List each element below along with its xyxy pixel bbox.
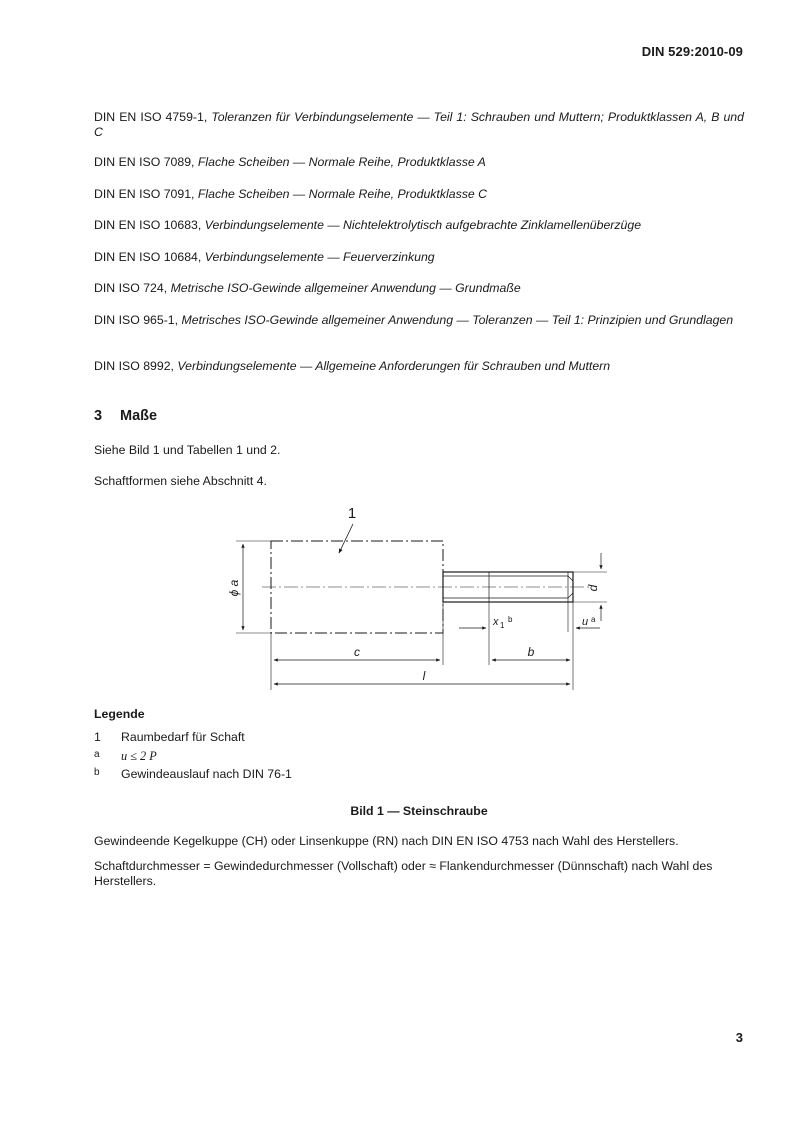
legend-key: b <box>94 767 100 778</box>
document-id: DIN 529:2010-09 <box>641 44 743 59</box>
legend-key: a <box>94 749 100 760</box>
reference-number: DIN ISO 965-1, <box>94 313 179 327</box>
legend-item <box>94 730 245 745</box>
dim-d-label: d <box>586 584 600 592</box>
thread-body <box>443 572 573 602</box>
reference-number: DIN EN ISO 10684, <box>94 250 202 264</box>
reference-entry <box>94 250 744 265</box>
reference-entry <box>94 187 744 202</box>
dim-c-label: c <box>354 645 360 659</box>
legend-title: Legende <box>94 707 145 721</box>
page-number: 3 <box>735 1030 743 1045</box>
reference-title: Toleranzen für Verbindungselemente — Teil 1: Schrauben und Muttern; Produktklassen A, B und C <box>94 110 744 139</box>
reference-entry <box>94 110 744 140</box>
paragraph: Schaftformen siehe Abschnitt 4. <box>94 474 267 488</box>
reference-number: DIN EN ISO 10683, <box>94 218 202 232</box>
dim-x1-label: x <box>493 616 499 628</box>
legend-key: 1 <box>94 730 101 744</box>
legend-item <box>94 765 292 782</box>
reference-number: DIN EN ISO 7089, <box>94 155 195 169</box>
reference-title: Metrische ISO-Gewinde allgemeiner Anwendung — Grundmaße <box>170 281 521 295</box>
reference-entry <box>94 281 744 296</box>
shaft-space-outline <box>271 541 443 633</box>
callout-label: 1 <box>347 505 357 522</box>
reference-number: DIN EN ISO 7091, <box>94 187 195 201</box>
section-title: Maße <box>120 408 158 424</box>
reference-entry <box>94 359 744 374</box>
dim-l-label: l <box>422 669 426 683</box>
reference-entry <box>94 313 744 328</box>
reference-title: Verbindungselemente — Allgemeine Anforderungen für Schrauben und Muttern <box>177 359 611 373</box>
figure-caption: Bild 1 — Steinschraube <box>350 804 488 818</box>
section-heading <box>94 408 157 424</box>
reference-title: Flache Scheiben — Normale Reihe, Produktklasse C <box>197 187 487 201</box>
dim-x1-sub: 1 <box>500 621 505 630</box>
reference-title: Metrisches ISO-Gewinde allgemeiner Anwendung — Toleranzen — Teil 1: Prinzipien und Grundlagen <box>181 313 734 327</box>
dim-b-label: b <box>527 645 535 659</box>
reference-number: DIN ISO 724, <box>94 281 168 295</box>
note-paragraph: Schaftdurchmesser = Gewindedurchmesser (Vollschaft) oder ≈ Flankendurchmesser (Dünnschaft) nach Wahl des Herstellers. <box>94 859 713 888</box>
paragraph: Siehe Bild 1 und Tabellen 1 und 2. <box>94 443 281 457</box>
reference-entry <box>94 155 744 170</box>
dim-da-label: ϕ a <box>227 579 241 597</box>
reference-number: DIN ISO 8992, <box>94 359 174 373</box>
legend-text: Raumbedarf für Schaft <box>121 730 245 744</box>
reference-number: DIN EN ISO 4759-1, <box>94 110 208 124</box>
reference-entry <box>94 218 744 233</box>
callout-leader <box>339 524 353 553</box>
reference-title: Verbindungselemente — Nichtelektrolytisch aufgebrachte Zinklamellenüberzüge <box>204 218 642 232</box>
reference-title: Flache Scheiben — Normale Reihe, Produktklasse A <box>197 155 486 169</box>
section-number: 3 <box>94 408 103 424</box>
dim-u-label: u <box>582 616 589 628</box>
legend-text: u ≤ 2 P <box>121 749 157 763</box>
legend-item <box>94 747 157 764</box>
chamfer-line <box>568 593 573 598</box>
chamfer-line <box>568 576 573 581</box>
reference-title: Verbindungselemente — Feuerverzinkung <box>204 250 435 264</box>
note-paragraph: Gewindeende Kegelkuppe (CH) oder Linsenkuppe (RN) nach DIN EN ISO 4753 nach Wahl des Herstellers. <box>94 834 679 848</box>
dim-x1-sup: b <box>508 615 513 624</box>
dim-u-sup: a <box>591 615 596 624</box>
legend-text: Gewindeauslauf nach DIN 76-1 <box>121 767 292 781</box>
